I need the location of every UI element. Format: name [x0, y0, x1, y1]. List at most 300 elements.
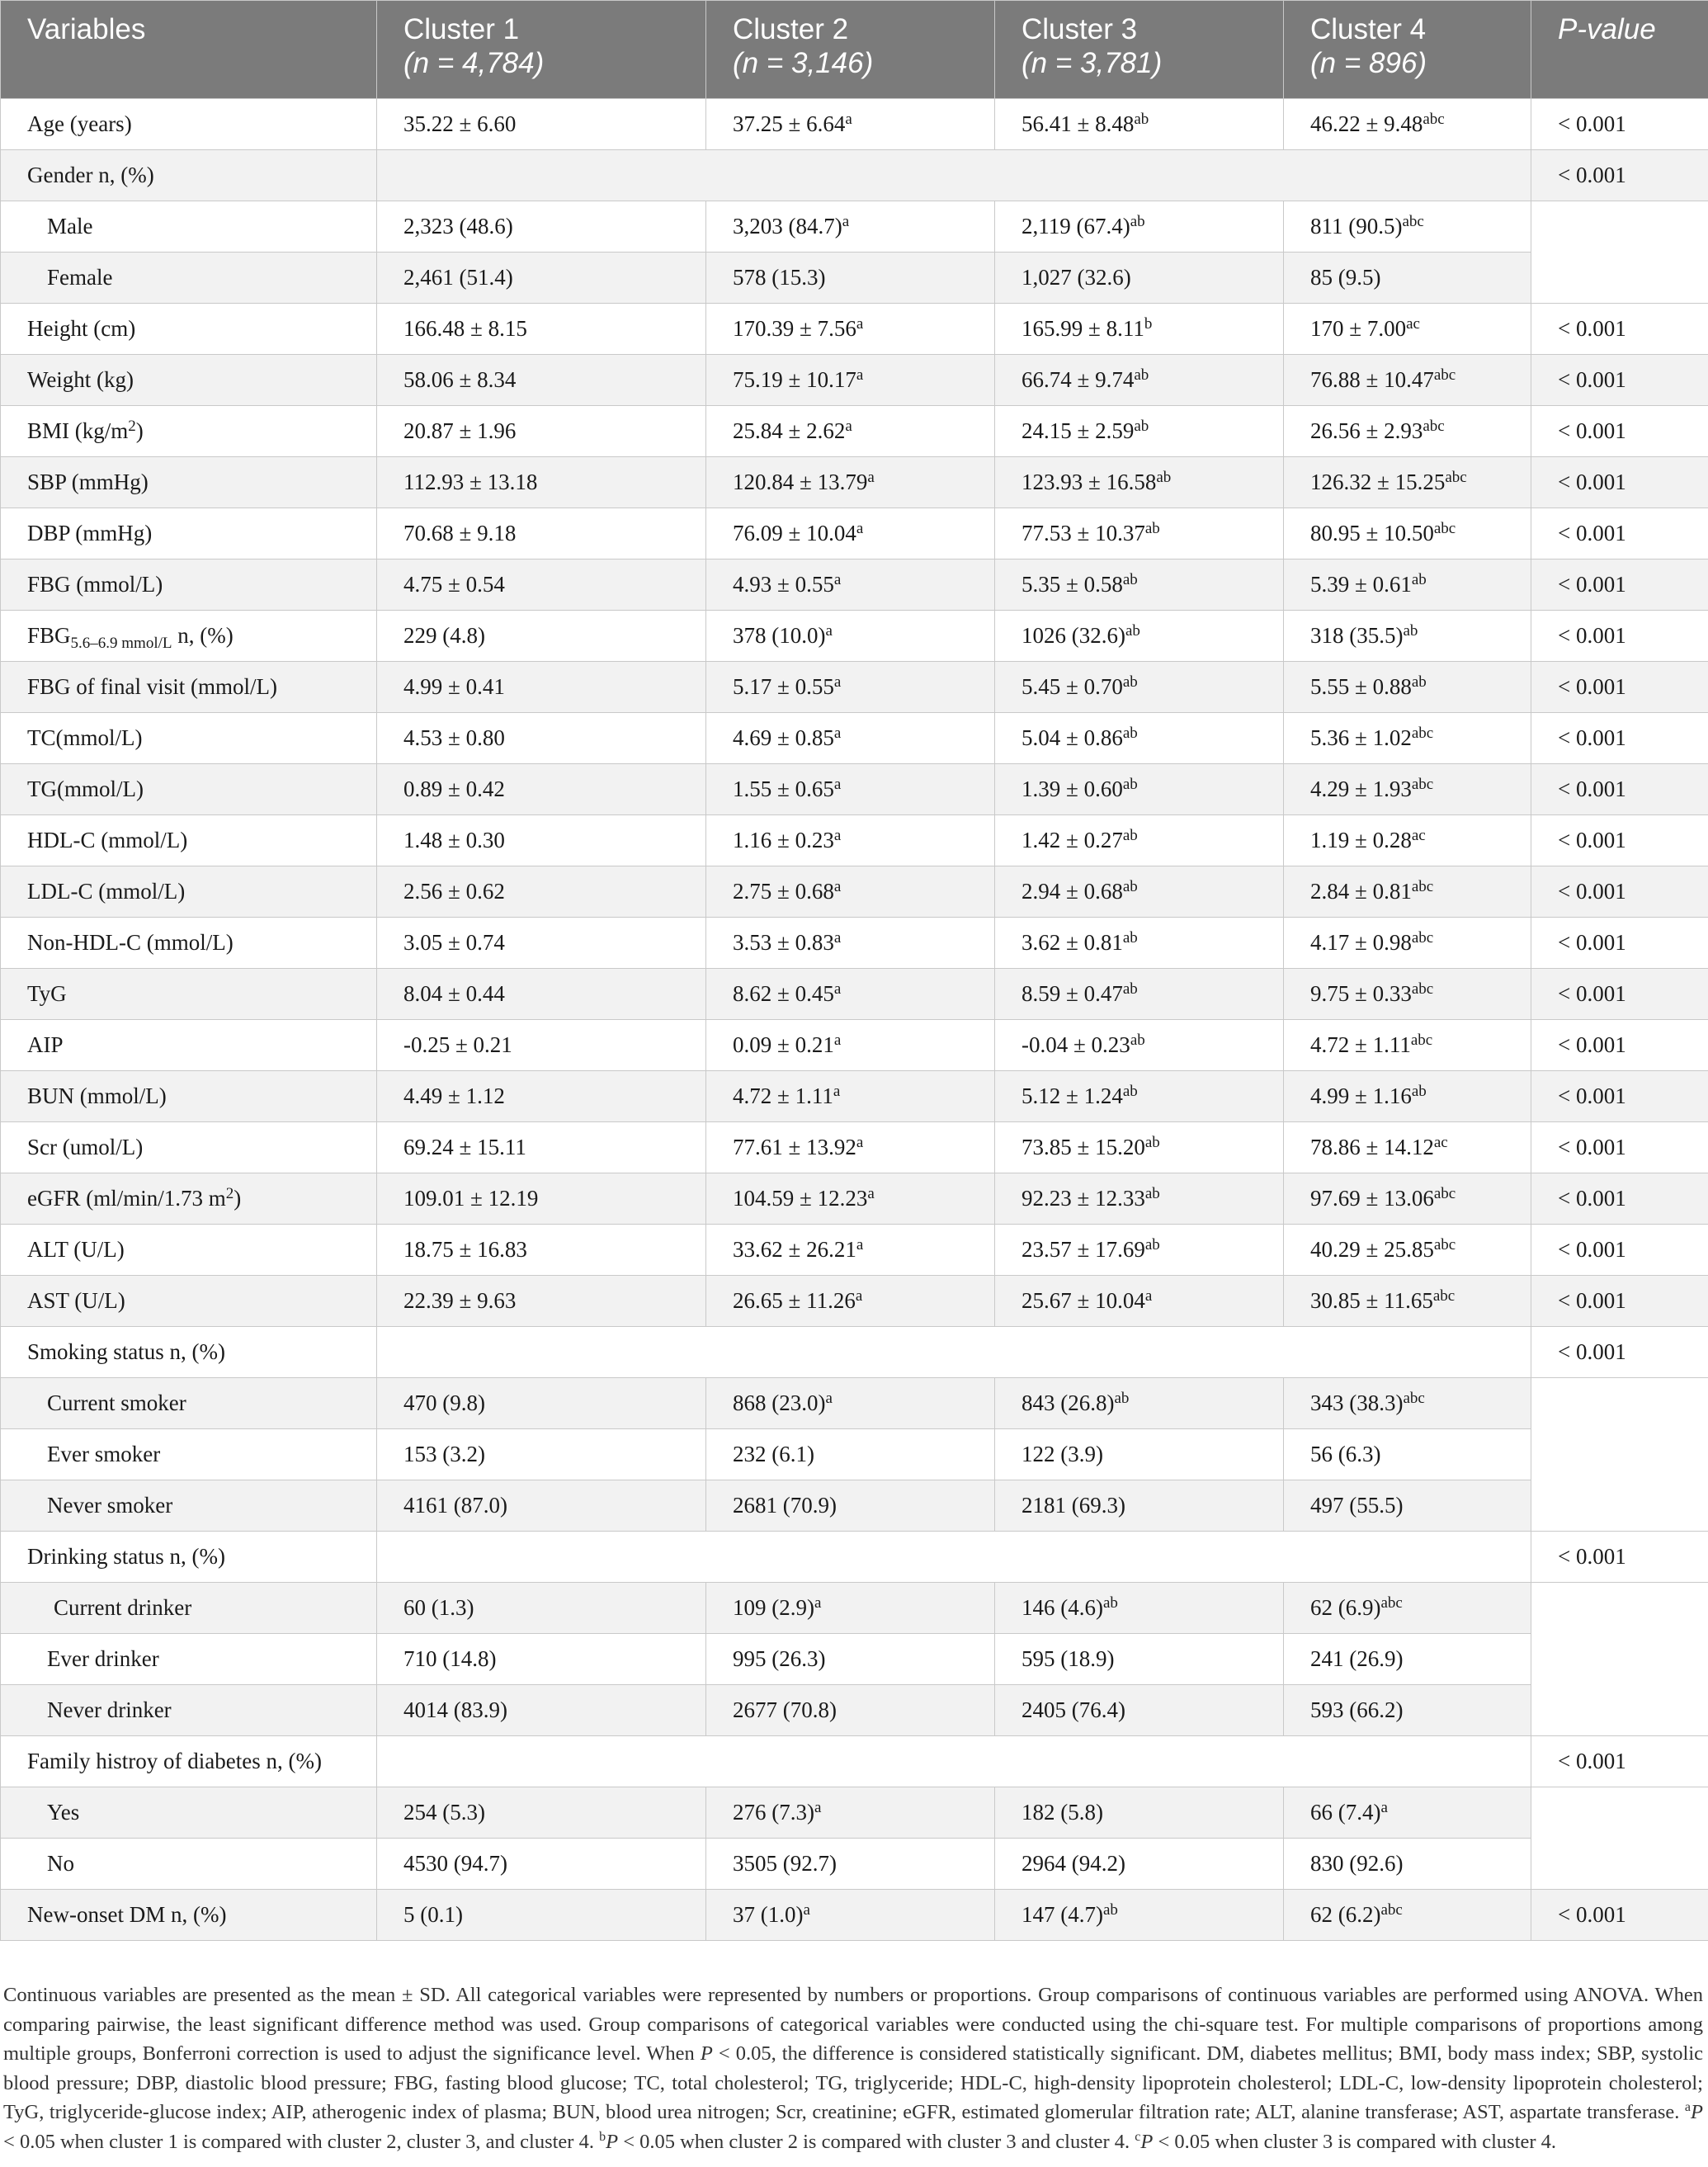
cell-value: 811 (90.5): [1310, 214, 1403, 238]
cluster-2-value: [706, 1122, 995, 1173]
significance-superscript: a: [855, 1287, 863, 1305]
cell-value: 2,323 (48.6): [403, 214, 513, 238]
significance-superscript: ab: [1134, 366, 1149, 384]
significance-superscript: ab: [1122, 571, 1138, 588]
footnote-sup-b: b: [599, 2129, 606, 2144]
cell-value: 26.56 ± 2.93: [1310, 418, 1423, 443]
cluster-4-value: [1284, 1480, 1531, 1532]
cluster-4-value: [1284, 815, 1531, 866]
p-value: < 0.001: [1531, 355, 1708, 406]
row-label: [1, 815, 377, 866]
row-label: [1, 253, 377, 304]
significance-superscript: ab: [1122, 776, 1138, 793]
cluster-1-value: [377, 304, 706, 355]
cluster-3-value: [995, 1839, 1284, 1890]
cluster-2-value: [706, 1378, 995, 1429]
header-cluster-3: [995, 1, 1284, 99]
cluster-1-value: [377, 1429, 706, 1480]
cluster-4-value: [1284, 457, 1531, 508]
row-label-text: AIP: [27, 1032, 64, 1057]
row-label-text: Current drinker: [54, 1595, 192, 1620]
significance-superscript: ab: [1411, 1083, 1427, 1100]
cell-value: 276 (7.3): [733, 1800, 814, 1825]
table-row: [1, 1173, 1708, 1225]
significance-superscript: ab: [1134, 111, 1149, 128]
cell-value: 23.57 ± 17.69: [1021, 1237, 1145, 1262]
cluster-2-value: [706, 713, 995, 764]
cluster-1-value: [377, 1122, 706, 1173]
cell-value: 3.62 ± 0.81: [1021, 930, 1123, 955]
row-label-text: TyG: [27, 981, 67, 1006]
cluster-2-value: [706, 406, 995, 457]
cluster-4-value: [1284, 355, 1531, 406]
cell-value: 146 (4.6): [1021, 1595, 1103, 1620]
cluster-4-value: [1284, 1225, 1531, 1276]
significance-superscript: ab: [1411, 673, 1427, 691]
cluster-3-value: [995, 150, 1284, 201]
cluster-1-value: [377, 1890, 706, 1941]
cluster-4-value: [1284, 611, 1531, 662]
p-value: < 0.001: [1531, 1122, 1708, 1173]
cluster-1-value: [377, 918, 706, 969]
row-label: [1, 150, 377, 201]
table-row: [1, 253, 1708, 304]
cell-value: 497 (55.5): [1310, 1493, 1404, 1518]
cell-value: 593 (66.2): [1310, 1697, 1404, 1722]
p-value: [1531, 1378, 1708, 1429]
p-value: < 0.001: [1531, 918, 1708, 969]
p-value: [1531, 1634, 1708, 1685]
table-row: [1, 508, 1708, 559]
p-value: < 0.001: [1531, 1173, 1708, 1225]
cell-value: 4.53 ± 0.80: [403, 725, 505, 750]
cell-value: -0.04 ± 0.23: [1021, 1032, 1130, 1057]
cluster-4-value: [1284, 201, 1531, 253]
cluster-3-value: [995, 508, 1284, 559]
row-label: [1, 201, 377, 253]
cell-value: 1.48 ± 0.30: [403, 828, 505, 852]
cluster-2-value: [706, 1839, 995, 1890]
cell-value: 0.09 ± 0.21: [733, 1032, 834, 1057]
significance-superscript: a: [842, 213, 850, 230]
cluster-4-value: [1284, 1532, 1531, 1583]
cell-value: 578 (15.3): [733, 265, 826, 290]
cluster-1-value: [377, 253, 706, 304]
cluster-4-value: [1284, 1276, 1531, 1327]
row-label-text: No: [47, 1851, 74, 1876]
significance-superscript: a: [825, 622, 833, 640]
footnote-sup-a: a: [1684, 2100, 1691, 2114]
significance-superscript: abc: [1402, 213, 1424, 230]
p-value: < 0.001: [1531, 406, 1708, 457]
cluster-3-value: [995, 1685, 1284, 1736]
cell-value: 56 (6.3): [1310, 1442, 1381, 1466]
significance-superscript: a: [845, 418, 852, 435]
cluster-2-value: [706, 815, 995, 866]
row-label: [1, 764, 377, 815]
cluster-4-value: [1284, 1890, 1531, 1941]
cluster-1-value: [377, 1173, 706, 1225]
cell-value: 40.29 ± 25.85: [1310, 1237, 1434, 1262]
row-label-text: Scr (umol/L): [27, 1135, 144, 1159]
cluster-1-value: [377, 1071, 706, 1122]
cell-value: 830 (92.6): [1310, 1851, 1404, 1876]
cluster-3-value: [995, 1020, 1284, 1071]
significance-superscript: a: [814, 1594, 822, 1612]
significance-superscript: ab: [1130, 1032, 1145, 1049]
cluster-4-value: [1284, 1685, 1531, 1736]
significance-superscript: ab: [1122, 827, 1138, 844]
row-label-text: Yes: [47, 1800, 80, 1825]
row-label-text: Non-HDL-C (mmol/L): [27, 930, 234, 955]
p-value: < 0.001: [1531, 969, 1708, 1020]
row-label: [1, 1378, 377, 1429]
row-label-text: FBG: [27, 623, 71, 648]
cluster-1-value: [377, 355, 706, 406]
row-label: [1, 1685, 377, 1736]
cell-value: 4.99 ± 0.41: [403, 674, 505, 699]
cluster-4-value: [1284, 304, 1531, 355]
cluster-1-value: [377, 611, 706, 662]
cluster-3-value: [995, 1429, 1284, 1480]
significance-superscript: a: [856, 1236, 864, 1253]
cluster-2-value: [706, 1480, 995, 1532]
cell-value: 318 (35.5): [1310, 623, 1404, 648]
cluster-3-value: [995, 1890, 1284, 1941]
row-label: [1, 1122, 377, 1173]
cluster-3-value: [995, 662, 1284, 713]
p-value: < 0.001: [1531, 99, 1708, 150]
cluster-3-value: [995, 815, 1284, 866]
significance-superscript: ab: [1122, 1083, 1138, 1100]
cluster-1-value: [377, 1480, 706, 1532]
cell-value: 5.12 ± 1.24: [1021, 1084, 1123, 1108]
cell-value: 4.72 ± 1.11: [1310, 1032, 1411, 1057]
cell-value: 147 (4.7): [1021, 1902, 1103, 1927]
table-row: [1, 1020, 1708, 1071]
p-value: [1531, 253, 1708, 304]
row-label: [1, 559, 377, 611]
row-label: [1, 1429, 377, 1480]
cluster-4-value: [1284, 1378, 1531, 1429]
row-label: [1, 1071, 377, 1122]
cluster-1-value: [377, 1532, 706, 1583]
cluster-1-value: [377, 866, 706, 918]
p-value: < 0.001: [1531, 508, 1708, 559]
p-value: [1531, 1480, 1708, 1532]
cluster-2-value: [706, 1787, 995, 1839]
p-value: < 0.001: [1531, 1225, 1708, 1276]
cluster-3-value: [995, 1634, 1284, 1685]
cluster-1-value: [377, 1225, 706, 1276]
cell-value: 85 (9.5): [1310, 265, 1381, 290]
significance-superscript: ab: [1114, 1390, 1130, 1407]
cell-value: 868 (23.0): [733, 1390, 826, 1415]
cell-value: -0.25 ± 0.21: [403, 1032, 512, 1057]
cell-value: 18.75 ± 16.83: [403, 1237, 527, 1262]
row-label-text: SBP (mmHg): [27, 470, 149, 494]
cell-value: 70.68 ± 9.18: [403, 521, 517, 545]
cell-value: 5.36 ± 1.02: [1310, 725, 1412, 750]
cell-value: 2681 (70.9): [733, 1493, 837, 1518]
table-row: [1, 969, 1708, 1020]
p-value: [1531, 1583, 1708, 1634]
cluster-4-value: [1284, 1736, 1531, 1787]
table-row: [1, 1890, 1708, 1941]
row-label-text: Current smoker: [47, 1390, 186, 1415]
significance-superscript: b: [1144, 315, 1153, 333]
table-row: [1, 1634, 1708, 1685]
table-row: [1, 559, 1708, 611]
row-label-text: Drinking status n, (%): [27, 1544, 225, 1569]
cell-value: 3505 (92.7): [733, 1851, 837, 1876]
significance-superscript: ab: [1144, 1185, 1160, 1202]
table-row: [1, 99, 1708, 150]
cluster-3-value: [995, 866, 1284, 918]
table-body: [1, 1, 1708, 1941]
table-row: [1, 1532, 1708, 1583]
significance-superscript: a: [1380, 1799, 1388, 1816]
row-label: [1, 1583, 377, 1634]
significance-superscript: abc: [1445, 469, 1467, 486]
cluster-3-value: [995, 918, 1284, 969]
significance-superscript: ab: [1411, 571, 1427, 588]
cell-value: 4530 (94.7): [403, 1851, 507, 1876]
significance-superscript: ab: [1102, 1594, 1118, 1612]
significance-superscript: ab: [1144, 520, 1160, 537]
cell-value: 254 (5.3): [403, 1800, 485, 1825]
cluster-2-value: [706, 764, 995, 815]
table-row: [1, 1736, 1708, 1787]
significance-superscript: a: [867, 469, 875, 486]
cluster-4-value: [1284, 662, 1531, 713]
cluster-2-value: [706, 1276, 995, 1327]
footnote-text-4: < 0.05 when cluster 2 is compared with cluster 3 and cluster 4.: [618, 2130, 1135, 2153]
cell-value: 76.88 ± 10.47: [1310, 367, 1434, 392]
significance-superscript: abc: [1380, 1594, 1403, 1612]
significance-superscript: ab: [1125, 622, 1140, 640]
row-label-text: Ever drinker: [47, 1646, 159, 1671]
row-label-text: Age (years): [27, 111, 132, 136]
cell-value: 92.23 ± 12.33: [1021, 1186, 1145, 1211]
cell-value: 37 (1.0): [733, 1902, 804, 1927]
p-value: < 0.001: [1531, 1736, 1708, 1787]
cluster-1-value: [377, 1020, 706, 1071]
row-label: [1, 355, 377, 406]
cell-value: 2.84 ± 0.81: [1310, 879, 1412, 904]
cluster-3-value: [995, 969, 1284, 1020]
table-row: [1, 1225, 1708, 1276]
row-label: [1, 611, 377, 662]
p-value: < 0.001: [1531, 713, 1708, 764]
row-label-suffix: ): [234, 1186, 242, 1211]
significance-superscript: abc: [1411, 776, 1434, 793]
cluster-3-value: [995, 1071, 1284, 1122]
p-value: < 0.001: [1531, 559, 1708, 611]
cluster-2-value: [706, 559, 995, 611]
significance-superscript: abc: [1433, 1236, 1456, 1253]
cell-value: 126.32 ± 15.25: [1310, 470, 1446, 494]
cluster-1-value: [377, 662, 706, 713]
cluster-3-value: [995, 1327, 1284, 1378]
cluster-2-value: [706, 457, 995, 508]
row-label: [1, 662, 377, 713]
cell-value: 1,027 (32.6): [1021, 265, 1131, 290]
cell-value: 122 (3.9): [1021, 1442, 1103, 1466]
cluster-2-value: [706, 99, 995, 150]
cell-value: 170.39 ± 7.56: [733, 316, 856, 341]
table-row: [1, 918, 1708, 969]
table-row: [1, 1276, 1708, 1327]
row-label-text: New-onset DM n, (%): [27, 1902, 227, 1927]
row-label-text: FBG (mmol/L): [27, 572, 163, 597]
cluster-1-value: [377, 713, 706, 764]
footnote-sup-c: c: [1135, 2129, 1141, 2144]
cell-value: 1.42 ± 0.27: [1021, 828, 1123, 852]
cluster-3-value: [995, 1583, 1284, 1634]
cluster-3-value: [995, 457, 1284, 508]
cluster-3-value: [995, 559, 1284, 611]
cell-value: 241 (26.9): [1310, 1646, 1404, 1671]
row-label-text: Ever smoker: [47, 1442, 161, 1466]
table-row: [1, 304, 1708, 355]
significance-superscript: abc: [1380, 1901, 1403, 1919]
row-label-suffix: n, (%): [172, 623, 234, 648]
significance-superscript: a: [833, 1032, 842, 1049]
cell-value: 109.01 ± 12.19: [403, 1186, 539, 1211]
cell-value: 120.84 ± 13.79: [733, 470, 868, 494]
cluster-3-value: [995, 1378, 1284, 1429]
cluster-1-value: [377, 1583, 706, 1634]
cluster-1-value: [377, 1327, 706, 1378]
p-value: [1531, 1429, 1708, 1480]
p-value: < 0.001: [1531, 662, 1708, 713]
cell-value: 2964 (94.2): [1021, 1851, 1125, 1876]
cell-value: 77.61 ± 13.92: [733, 1135, 856, 1159]
cell-value: 3.05 ± 0.74: [403, 930, 505, 955]
cell-value: 26.65 ± 11.26: [733, 1288, 856, 1313]
cluster-2-value: [706, 253, 995, 304]
cell-value: 58.06 ± 8.34: [403, 367, 517, 392]
row-label: [1, 304, 377, 355]
row-label-suffix: ): [135, 418, 144, 443]
cell-value: 46.22 ± 9.48: [1310, 111, 1423, 136]
cluster-2-value: [706, 662, 995, 713]
cluster-2-value: [706, 1634, 995, 1685]
table-row: [1, 457, 1708, 508]
cluster-2-value: [706, 969, 995, 1020]
cell-value: 22.39 ± 9.63: [403, 1288, 517, 1313]
cluster-4-value: [1284, 1327, 1531, 1378]
cluster-4-value: [1284, 1173, 1531, 1225]
table-row: [1, 355, 1708, 406]
header-cluster-1-n: (n = 4,784): [403, 47, 545, 79]
significance-superscript: ac: [1433, 1134, 1448, 1151]
row-label: [1, 1787, 377, 1839]
cluster-1-value: [377, 1736, 706, 1787]
cluster-4-value: [1284, 764, 1531, 815]
cluster-3-value: [995, 611, 1284, 662]
cluster-3-value: [995, 713, 1284, 764]
row-label: [1, 1634, 377, 1685]
cluster-4-value: [1284, 1122, 1531, 1173]
cluster-2-value: [706, 866, 995, 918]
cell-value: 2.94 ± 0.68: [1021, 879, 1123, 904]
footnote-text-1: Continuous variables are presented as the mean ± SD. All categorical variables were represented by numbers or proportions. Group comparisons of continuous variables are performed using ANOVA. When comparing pairwise, the least significant difference method was used. Group comparisons of categorical variables were conducted using the chi-square test. For multiple comparisons of proportions among multiple groups, Bonferroni correction is used to adjust the significance level. When: [3, 1984, 1703, 2065]
cluster-2-value: [706, 1071, 995, 1122]
cluster-1-value: [377, 969, 706, 1020]
table-row: [1, 1839, 1708, 1890]
cell-value: 1.16 ± 0.23: [733, 828, 834, 852]
row-label: [1, 457, 377, 508]
row-label-text: Gender n, (%): [27, 163, 154, 187]
cluster-4-value: [1284, 1071, 1531, 1122]
row-label-text: Never drinker: [47, 1697, 172, 1722]
p-value: < 0.001: [1531, 1020, 1708, 1071]
cell-value: 1.39 ± 0.60: [1021, 777, 1123, 801]
table-row: [1, 150, 1708, 201]
header-cluster-1: [377, 1, 706, 99]
cell-value: 4.69 ± 0.85: [733, 725, 834, 750]
cluster-3-value: [995, 253, 1284, 304]
cluster-3-value: [995, 1122, 1284, 1173]
cluster-4-value: [1284, 1787, 1531, 1839]
cell-value: 73.85 ± 15.20: [1021, 1135, 1145, 1159]
cluster-1-value: [377, 99, 706, 150]
cluster-3-value: [995, 1225, 1284, 1276]
table-row: [1, 1429, 1708, 1480]
cell-value: 77.53 ± 10.37: [1021, 521, 1145, 545]
table-row: [1, 1122, 1708, 1173]
row-label-text: TG(mmol/L): [27, 777, 144, 801]
p-value: [1531, 201, 1708, 253]
cell-value: 710 (14.8): [403, 1646, 497, 1671]
row-label: [1, 969, 377, 1020]
significance-superscript: ab: [1403, 622, 1418, 640]
footnote-p-symbol: P: [606, 2130, 619, 2153]
table-header-row: [1, 1, 1708, 99]
cell-value: 170 ± 7.00: [1310, 316, 1407, 341]
cell-value: 4014 (83.9): [403, 1697, 507, 1722]
cluster-3-value: [995, 1173, 1284, 1225]
footnote-p-symbol: P: [1691, 2101, 1703, 2123]
table-row: [1, 662, 1708, 713]
significance-superscript: abc: [1411, 980, 1434, 998]
cell-value: 2,119 (67.4): [1021, 214, 1130, 238]
significance-superscript: ab: [1156, 469, 1172, 486]
row-label: [1, 1225, 377, 1276]
row-label: [1, 1327, 377, 1378]
cluster-1-value: [377, 201, 706, 253]
table-row: [1, 406, 1708, 457]
row-label-text: ALT (U/L): [27, 1237, 125, 1262]
footnote-p-symbol: P: [700, 2042, 713, 2065]
cluster-1-value: [377, 1839, 706, 1890]
significance-superscript: a: [856, 366, 864, 384]
cluster-2-value: [706, 1173, 995, 1225]
header-cluster-4-n: (n = 896): [1310, 47, 1427, 79]
significance-superscript: ab: [1130, 213, 1145, 230]
significance-superscript: a: [833, 827, 842, 844]
cluster-3-value: [995, 304, 1284, 355]
row-label: [1, 1890, 377, 1941]
cluster-2-value: [706, 1532, 995, 1583]
table-row: [1, 713, 1708, 764]
row-label: [1, 1480, 377, 1532]
table-row: [1, 1480, 1708, 1532]
cluster-1-value: [377, 1276, 706, 1327]
cluster-4-value: [1284, 918, 1531, 969]
